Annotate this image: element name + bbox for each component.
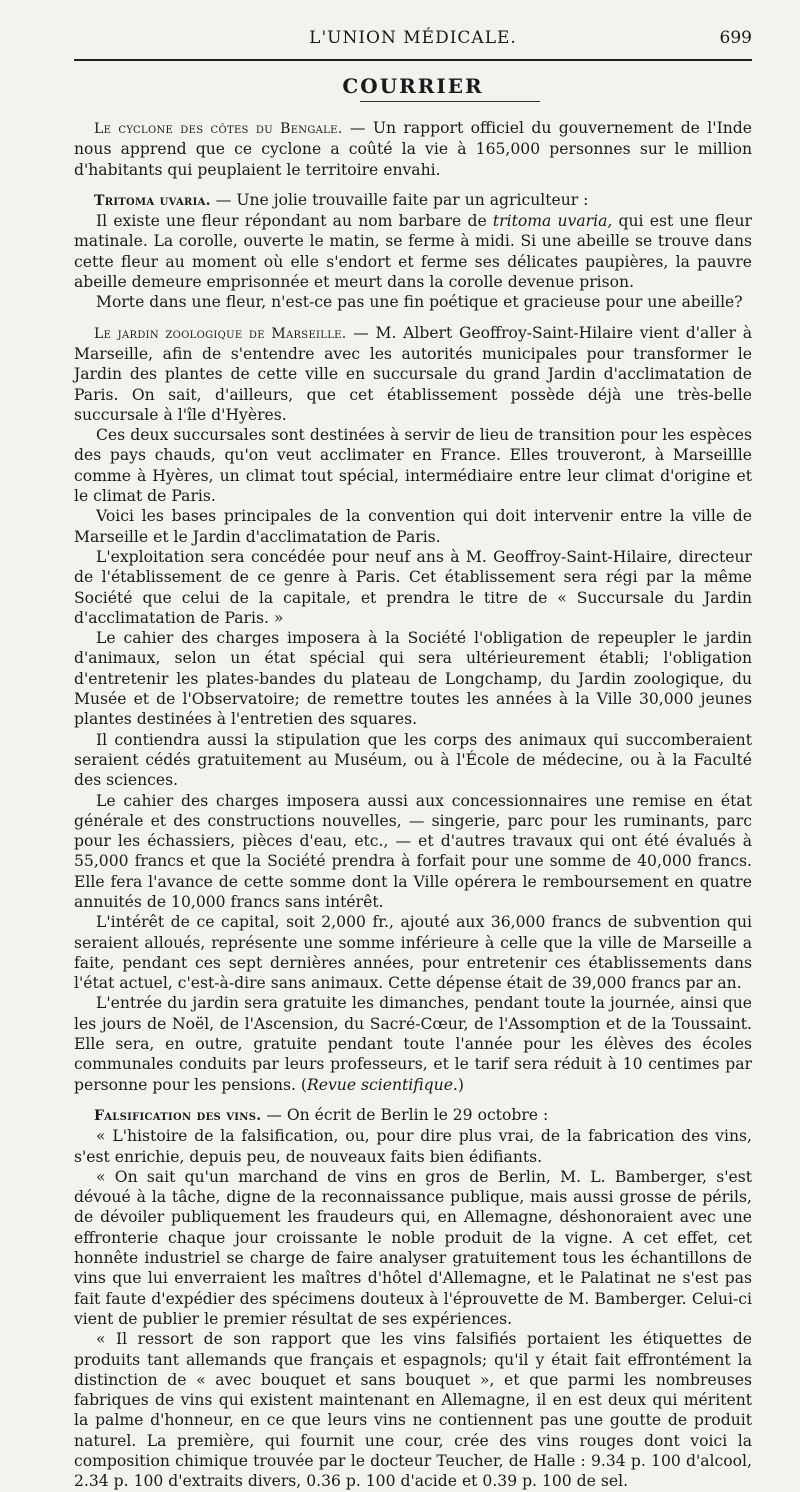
paragraph: Morte dans une fleur, n'est-ce pas une fin poétique et gracieuse pour une abeille?: [96, 293, 743, 312]
page-number: 699: [719, 28, 752, 48]
paragraph: Il contiendra aussi la stipulation que les corps des animaux qui succomberaient seraient cédés gratuitement au Muséum, ou à l'École de médecine, ou à la Faculté des sciences.: [74, 730, 752, 790]
title-rule: [360, 101, 540, 102]
paragraph: Voici les bases principales de la convention qui doit intervenir entre la ville de Marseille et le Jardin d'acclimatation de Paris.: [74, 507, 752, 546]
article-tritoma: [74, 190, 752, 211]
section-title: COURRIER: [342, 74, 484, 98]
paragraph: L'intérêt de ce capital, soit 2,000 fr., ajouté aux 36,000 francs de subvention qui seraient alloués, représente une somme inférieure à celle que la ville de Marseille a faite, pendant ces sept dernières années, pour entretenir ces établissements dans l'état actuel, c'est-à-dire sans animaux. Cette dépense était de 39,000 francs par an.: [74, 913, 752, 993]
paragraph: [74, 211, 752, 292]
journal-title: L'UNION MÉDICALE.: [309, 28, 517, 48]
paragraph: Le cahier des charges imposera à la Société l'obligation de repeupler le jardin d'animaux, selon un état spécial qui sera ultérieurement établi; l'obligation d'entretenir les plates-bandes du plateau de Longchamp, du Jardin zoologique, du Musée et de l'Observatoire; de remettre toutes les années à la Ville 30,000 jeunes plantes destinées à l'entretien des squares.: [74, 629, 752, 729]
article-heading: Tritoma uvaria.: [94, 192, 211, 209]
article-body: [74, 118, 752, 1492]
paragraph: Ces deux succursales sont destinées à servir de lieu de transition pour les espèces des pays chauds, qu'on veut acclimater en France. Elles trouveront, à Marseillle comme à Hyères, un climat tout spécial, intermédiaire entre leur climat d'origine et le climat de Paris.: [74, 426, 752, 506]
italic-term: tritoma uvaria,: [492, 212, 613, 231]
paragraph: « L'histoire de la falsification, ou, pour dire plus vrai, de la fabrication des vins, s'est enrichie, depuis peu, de nouveaux faits bien édifiants.: [74, 1127, 752, 1166]
article-heading: Falsification des vins.: [94, 1107, 262, 1124]
article-cyclone: [74, 118, 752, 180]
article-vins: [74, 1105, 752, 1126]
article-text: — Un rapport officiel du gouvernement de l'Inde nous apprend que ce cyclone a coûté la vie à 165,000 personnes sur le million d'habitants qui peuplaient le territoire envahi.: [74, 119, 752, 179]
article-heading: Le jardin zoologique de Marseille.: [94, 325, 347, 342]
running-head: [74, 28, 752, 50]
article-intro: — Une jolie trouvaille faite par un agriculteur :: [210, 190, 589, 209]
text-run: Il existe une fleur répondant au nom barbare de: [96, 212, 493, 231]
text-run: L'entrée du jardin sera gratuite les dimanches, pendant toute la journée, ainsi que les jours de Noël, de l'Ascension, du Sacré-Cœur, de l'Assomption et de la Toussaint. Elle sera, en outre, gratuite pendant toute l'année pour les élèves des écoles communales conduits par leurs professeurs, et le tarif sera réduit à 10 centimes par personne pour les pensions. (: [74, 994, 752, 1094]
text-run: qui est une fleur matinale. La corolle, ouverte le matin, se ferme à midi. Si une abeille se trouve dans cette fleur au moment où elle s'endort et ferme ses délicates paupières, la pauvre abeille demeure emprisonnée et meurt dans la corolle devenue prison.: [74, 212, 753, 292]
paragraph: « On sait qu'un marchand de vins en gros de Berlin, M. L. Bamberger, s'est dévoué à la tâche, digne de la reconnaissance publique, mais aussi grosse de périls, de dévoiler publiquement les fraudeurs qui, en Allemagne, déshonoraient avec une effronterie chaque jour croissante le noble produit de la vigne. A cet effet, cet honnête industriel se charge de faire analyser gratuitement tous les échantillons de vins que lui enverraient les maîtres d'hôtel d'Allemagne, et le Palatinat ne s'est pas fait faute d'expédier des spécimens douteux à l'éprouvette de M. Bamberger. Celui-ci vient de publier le premier résultat de ses expériences.: [74, 1167, 752, 1328]
article-jardin: [74, 323, 752, 425]
text-run: ): [457, 1075, 464, 1094]
article-intro: — On écrit de Berlin le 29 octobre :: [261, 1105, 549, 1124]
article-text: — M. Albert Geoffroy-Saint-Hilaire vient d'aller à Marseille, afin de s'entendre avec les autorités municipales pour transformer le Jardin des plantes de cette ville en succursale du grand Jardin d'acclimatation de Paris. On sait, d'ailleurs, que cet établissement possède déjà une très-belle succursale à l'île d'Hyères.: [74, 323, 752, 424]
paragraph: « Il ressort de son rapport que les vins falsifiés portaient les étiquettes de produits tant allemands que français et espagnols; qu'il y était fait effrontément la distinction de « avec bouquet et sans bouquet », et que parmi les nombreuses fabriques de vins qui existent maintenant en Allemagne, il en est deux qui méritent la palme d'honneur, en ce que leurs vins ne contiennent pas une goutte de produit naturel. La première, qui fournit une cour, crée des vins rouges dont voici la composition chimique trouvée par le docteur Teucher, de Halle : 9.34 p. 100 d'alcool, 2.34 p. 100 d'extraits divers, 0.36 p. 100 d'acide et 0.39 p. 100 de sel.: [74, 1330, 752, 1491]
header-rule: [74, 59, 752, 61]
paragraph: L'exploitation sera concédée pour neuf ans à M. Geoffroy-Saint-Hilaire, directeur de l'établissement de ce genre à Paris. Cet établissement sera régi par la même Société que celui de la capitale, et prendra le titre de « Succursale du Jardin d'acclimatation de Paris. »: [74, 547, 752, 627]
paragraph: [74, 993, 752, 1094]
article-heading: Le cyclone des côtes du Bengale.: [94, 121, 343, 137]
paragraph: Le cahier des charges imposera aussi aux concessionnaires une remise en état générale et des constructions nouvelles, — singerie, parc pour les ruminants, parc pour les échassiers, pièces d'eau, etc., — et d'autres travaux qui ont été évalués à 55,000 francs et que la Société prendra à forfait pour une somme de 40,000 francs. Elle fera l'avance de cette somme dont la Ville opérera le remboursement en quatre annuités de 10,000 francs sans intérêt.: [74, 791, 752, 911]
source-citation: Revue scientifique.: [307, 1075, 458, 1094]
